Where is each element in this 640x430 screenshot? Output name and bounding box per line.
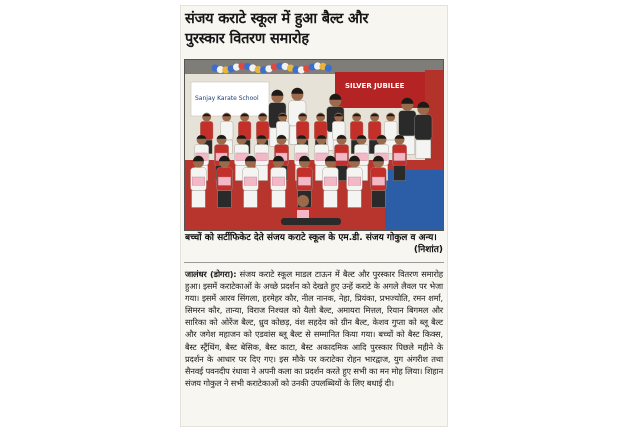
article-body-text: संजय कराटे स्कूल माडल टाऊन में बैल्ट और पुरस्कार वितरण समारोह हुआ। इसमें कराटेकाओं के अच्छे प्रदर्शन को देखते हुए उन्हें कराटे के अगले लैवल पर भेजा गया। इसमें आरव सिंगला, हरमेहर कौर, नील नानक, नेहा, प्रियंका, प्रभज्योति, रमन शर्मा, सिमरन कौर, तान्या, विराज निश्चल को यैलो बैल्ट, अमायरा मित्तल, रियान बिगमल और सारिका को ओरेंज बैल्ट, ध्रुव कोछड़, वंश सहदेव को ग्रीन बैल्ट, केशव गुप्ता को ब्लू बैल्ट और जगेश महाजन को एडवांस ब्लू बैल्ट से सम्मानित किया गया। बच्चों को बैस्ट किक्स, बैस्ट स्ट्रैंथिंग, बैस्ट बेसिक, बैस्ट काटा, बैस्ट अकादमिक आदि पुरस्कार पिछले महीने के प्रदर्शन के आधार पर दिए गए। इस मौके पर कराटेका रोहन भारद्वाज, युग अंगरीश तथा सैनवई पवनदीप रंधावा ने अपनी कला का प्रदर्शन करते हुए सभी का मन मोह लिया। शिहान संजय गोकुल ने सभी कराटेकाओं को उनकी उपलब्धियों के लिए बधाई दी।: [185, 269, 444, 388]
certificate: [298, 177, 311, 185]
photo-caption: [185, 232, 443, 256]
headline-line-2: पुरस्कार वितरण समारोह: [185, 31, 309, 47]
torso: [399, 111, 416, 136]
group-photo-scene: [185, 60, 443, 230]
certificate: [218, 177, 231, 185]
legs: [393, 165, 405, 180]
group-photo: [184, 59, 444, 231]
article-body: [185, 268, 443, 389]
legs: [416, 140, 431, 158]
legs: [272, 191, 286, 208]
certificate: [372, 177, 385, 185]
caption-text: बच्चों को सर्टीफिकेट देते संजय कराटे स्कूल के एम.डी. संजय गोकुल व अन्य।: [185, 233, 437, 243]
legs: [348, 191, 362, 208]
certificate: [256, 153, 267, 161]
legs: [281, 218, 341, 225]
banner-left-text: Sanjay Karate School: [195, 95, 259, 102]
certificate: [394, 153, 405, 161]
banner-right-text: SILVER JUBILEE: [345, 82, 405, 90]
legs: [218, 191, 232, 208]
certificate: [192, 177, 205, 185]
torso: [415, 115, 432, 140]
legs: [372, 191, 386, 208]
legs: [244, 191, 258, 208]
legs: [192, 191, 206, 208]
newspaper-clipping: [181, 6, 447, 426]
article-headline: [185, 9, 443, 49]
certificate: [297, 210, 309, 218]
certificate: [336, 153, 347, 161]
certificate: [348, 177, 361, 185]
torso: [384, 121, 397, 140]
head: [297, 195, 309, 207]
headline-line-1: संजय कराटे स्कूल में हुआ बैल्ट और: [185, 11, 369, 27]
balloon: [325, 65, 332, 72]
certificate: [244, 177, 257, 185]
dateline: जालंधर (डोगरा):: [185, 269, 237, 279]
legs: [324, 191, 338, 208]
certificate: [324, 177, 337, 185]
caption-divider: [184, 262, 444, 263]
photo-credit: (निशांत): [413, 245, 443, 255]
certificate: [272, 177, 285, 185]
